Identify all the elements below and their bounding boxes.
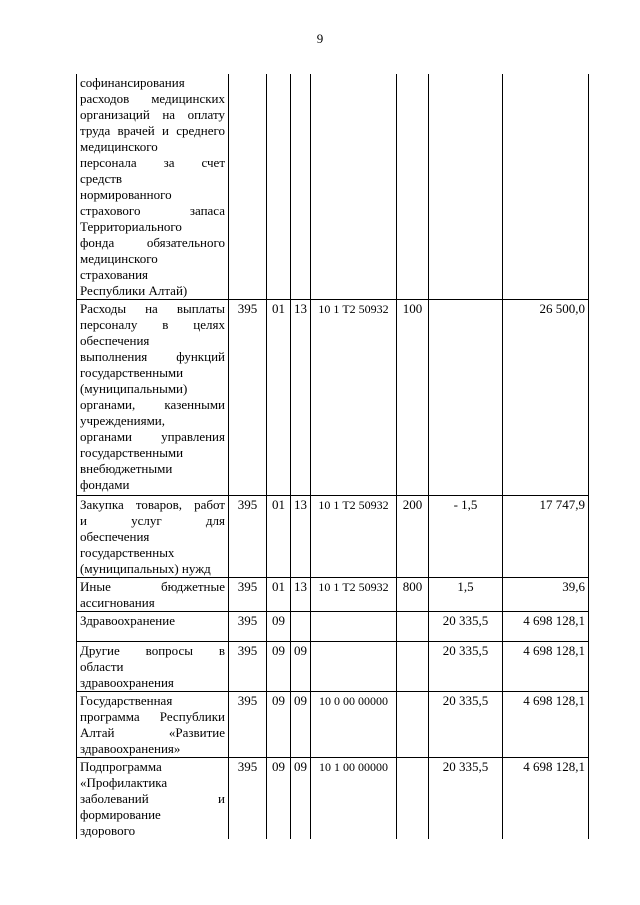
admin-code-cell: 395 — [229, 612, 267, 642]
expense-type-cell — [397, 692, 429, 758]
section-code-cell: 01 — [267, 496, 291, 578]
item-name-line: фонда обязательного — [80, 235, 225, 250]
item-name-line: медицинского — [80, 251, 158, 266]
expense-type-cell: 100 — [397, 300, 429, 496]
section-code-cell: 09 — [267, 692, 291, 758]
subsection-code-cell: 09 — [291, 642, 311, 692]
section-code-cell: 09 — [267, 642, 291, 692]
item-name-cell — [77, 692, 229, 758]
item-name-line: средств — [80, 171, 123, 186]
item-name-line: фондами — [80, 477, 130, 492]
item-name-cell — [77, 578, 229, 612]
item-name-line: персоналу в целях — [80, 317, 225, 332]
section-code-cell: 01 — [267, 300, 291, 496]
target-article-cell: 10 1 00 00000 — [311, 758, 397, 840]
target-article-cell — [311, 642, 397, 692]
item-name-line: софинансирования — [80, 75, 185, 90]
item-name-line: Подпрограмма — [80, 759, 162, 774]
target-article-cell — [311, 74, 397, 300]
change-amount-cell: - 1,5 — [429, 496, 503, 578]
item-name-cell — [77, 612, 229, 642]
subsection-code-cell: 13 — [291, 496, 311, 578]
item-name-line: медицинского — [80, 139, 158, 154]
total-amount-cell — [503, 74, 589, 300]
table-row — [77, 758, 589, 840]
item-name-line: «Профилактика — [80, 775, 168, 790]
item-name-line: Расходы на выплаты — [80, 301, 225, 316]
item-name-line: труда врачей и среднего — [80, 123, 225, 138]
item-name-line: ассигнования — [80, 595, 155, 610]
expense-type-cell: 200 — [397, 496, 429, 578]
budget-table — [76, 74, 589, 839]
item-name-line: заболеваний и — [80, 791, 225, 806]
item-name-line: Здравоохранение — [80, 613, 175, 628]
expense-type-cell: 800 — [397, 578, 429, 612]
table-row — [77, 300, 589, 496]
item-name-line: Государственная — [80, 693, 173, 708]
item-name-line: обеспечения — [80, 529, 150, 544]
subsection-code-cell: 13 — [291, 300, 311, 496]
item-name-line: (муниципальными) — [80, 381, 188, 396]
table-row — [77, 642, 589, 692]
item-name-line: здравоохранения — [80, 675, 174, 690]
table-row — [77, 692, 589, 758]
item-name-line: Республики Алтай) — [80, 283, 188, 298]
table-row — [77, 578, 589, 612]
item-name-line: государственными — [80, 445, 184, 460]
total-amount-cell: 4 698 128,1 — [503, 642, 589, 692]
item-name-line: обеспечения — [80, 333, 150, 348]
target-article-cell: 10 0 00 00000 — [311, 692, 397, 758]
item-name-line: формирование — [80, 807, 161, 822]
change-amount-cell: 1,5 — [429, 578, 503, 612]
admin-code-cell: 395 — [229, 758, 267, 840]
target-article-cell — [311, 612, 397, 642]
change-amount-cell: 20 335,5 — [429, 612, 503, 642]
item-name-line: здравоохранения» — [80, 741, 181, 756]
change-amount-cell — [429, 300, 503, 496]
item-name-line: организаций на оплату — [80, 107, 225, 122]
target-article-cell: 10 1 Т2 50932 — [311, 300, 397, 496]
page-number: 9 — [316, 31, 324, 46]
table-row — [77, 496, 589, 578]
total-amount-cell: 4 698 128,1 — [503, 758, 589, 840]
item-name-line: страхового запаса — [80, 203, 225, 218]
item-name-line: Другие вопросы в — [80, 643, 225, 658]
item-name-line: внебюджетными — [80, 461, 173, 476]
target-article-cell: 10 1 Т2 50932 — [311, 578, 397, 612]
total-amount-cell: 4 698 128,1 — [503, 692, 589, 758]
item-name-line: расходов медицинских — [80, 91, 225, 106]
subsection-code-cell: 13 — [291, 578, 311, 612]
expense-type-cell — [397, 74, 429, 300]
item-name-line: учреждениями, — [80, 413, 166, 428]
table-row — [77, 612, 589, 642]
table-row — [77, 74, 589, 300]
total-amount-cell: 26 500,0 — [503, 300, 589, 496]
expense-type-cell — [397, 642, 429, 692]
total-amount-cell: 4 698 128,1 — [503, 612, 589, 642]
admin-code-cell: 395 — [229, 578, 267, 612]
change-amount-cell — [429, 74, 503, 300]
item-name-cell — [77, 74, 229, 300]
change-amount-cell: 20 335,5 — [429, 758, 503, 840]
expense-type-cell — [397, 758, 429, 840]
section-code-cell: 09 — [267, 612, 291, 642]
item-name-line: выполнения функций — [80, 349, 225, 364]
item-name-line: органами управления — [80, 429, 225, 444]
item-name-cell — [77, 758, 229, 840]
item-name-line: здорового — [80, 823, 136, 838]
item-name-line: персонала за счет — [80, 155, 225, 170]
item-name-line: государственных — [80, 545, 175, 560]
item-name-line: и услуг для — [80, 513, 225, 528]
expense-type-cell — [397, 612, 429, 642]
item-name-line: Иные бюджетные — [80, 579, 225, 594]
item-name-line: органами, казенными — [80, 397, 225, 412]
item-name-line: нормированного — [80, 187, 172, 202]
item-name-line: Закупка товаров, работ — [80, 497, 225, 512]
budget-table-body — [77, 74, 589, 839]
subsection-code-cell: 09 — [291, 758, 311, 840]
item-name-cell — [77, 642, 229, 692]
item-name-line: Территориального — [80, 219, 182, 234]
item-name-cell — [77, 300, 229, 496]
item-name-line: области — [80, 659, 124, 674]
subsection-code-cell — [291, 612, 311, 642]
admin-code-cell: 395 — [229, 496, 267, 578]
subsection-code-cell: 09 — [291, 692, 311, 758]
subsection-code-cell — [291, 74, 311, 300]
section-code-cell: 09 — [267, 758, 291, 840]
section-code-cell: 01 — [267, 578, 291, 612]
admin-code-cell: 395 — [229, 642, 267, 692]
item-name-cell — [77, 496, 229, 578]
admin-code-cell — [229, 74, 267, 300]
change-amount-cell: 20 335,5 — [429, 692, 503, 758]
item-name-line: страхования — [80, 267, 149, 282]
change-amount-cell: 20 335,5 — [429, 642, 503, 692]
admin-code-cell: 395 — [229, 692, 267, 758]
item-name-line: программа Республики — [80, 709, 225, 724]
item-name-line: (муниципальных) нужд — [80, 561, 211, 576]
admin-code-cell: 395 — [229, 300, 267, 496]
item-name-line: Алтай «Развитие — [80, 725, 225, 740]
item-name-line: государственными — [80, 365, 184, 380]
total-amount-cell: 17 747,9 — [503, 496, 589, 578]
total-amount-cell: 39,6 — [503, 578, 589, 612]
section-code-cell — [267, 74, 291, 300]
target-article-cell: 10 1 Т2 50932 — [311, 496, 397, 578]
